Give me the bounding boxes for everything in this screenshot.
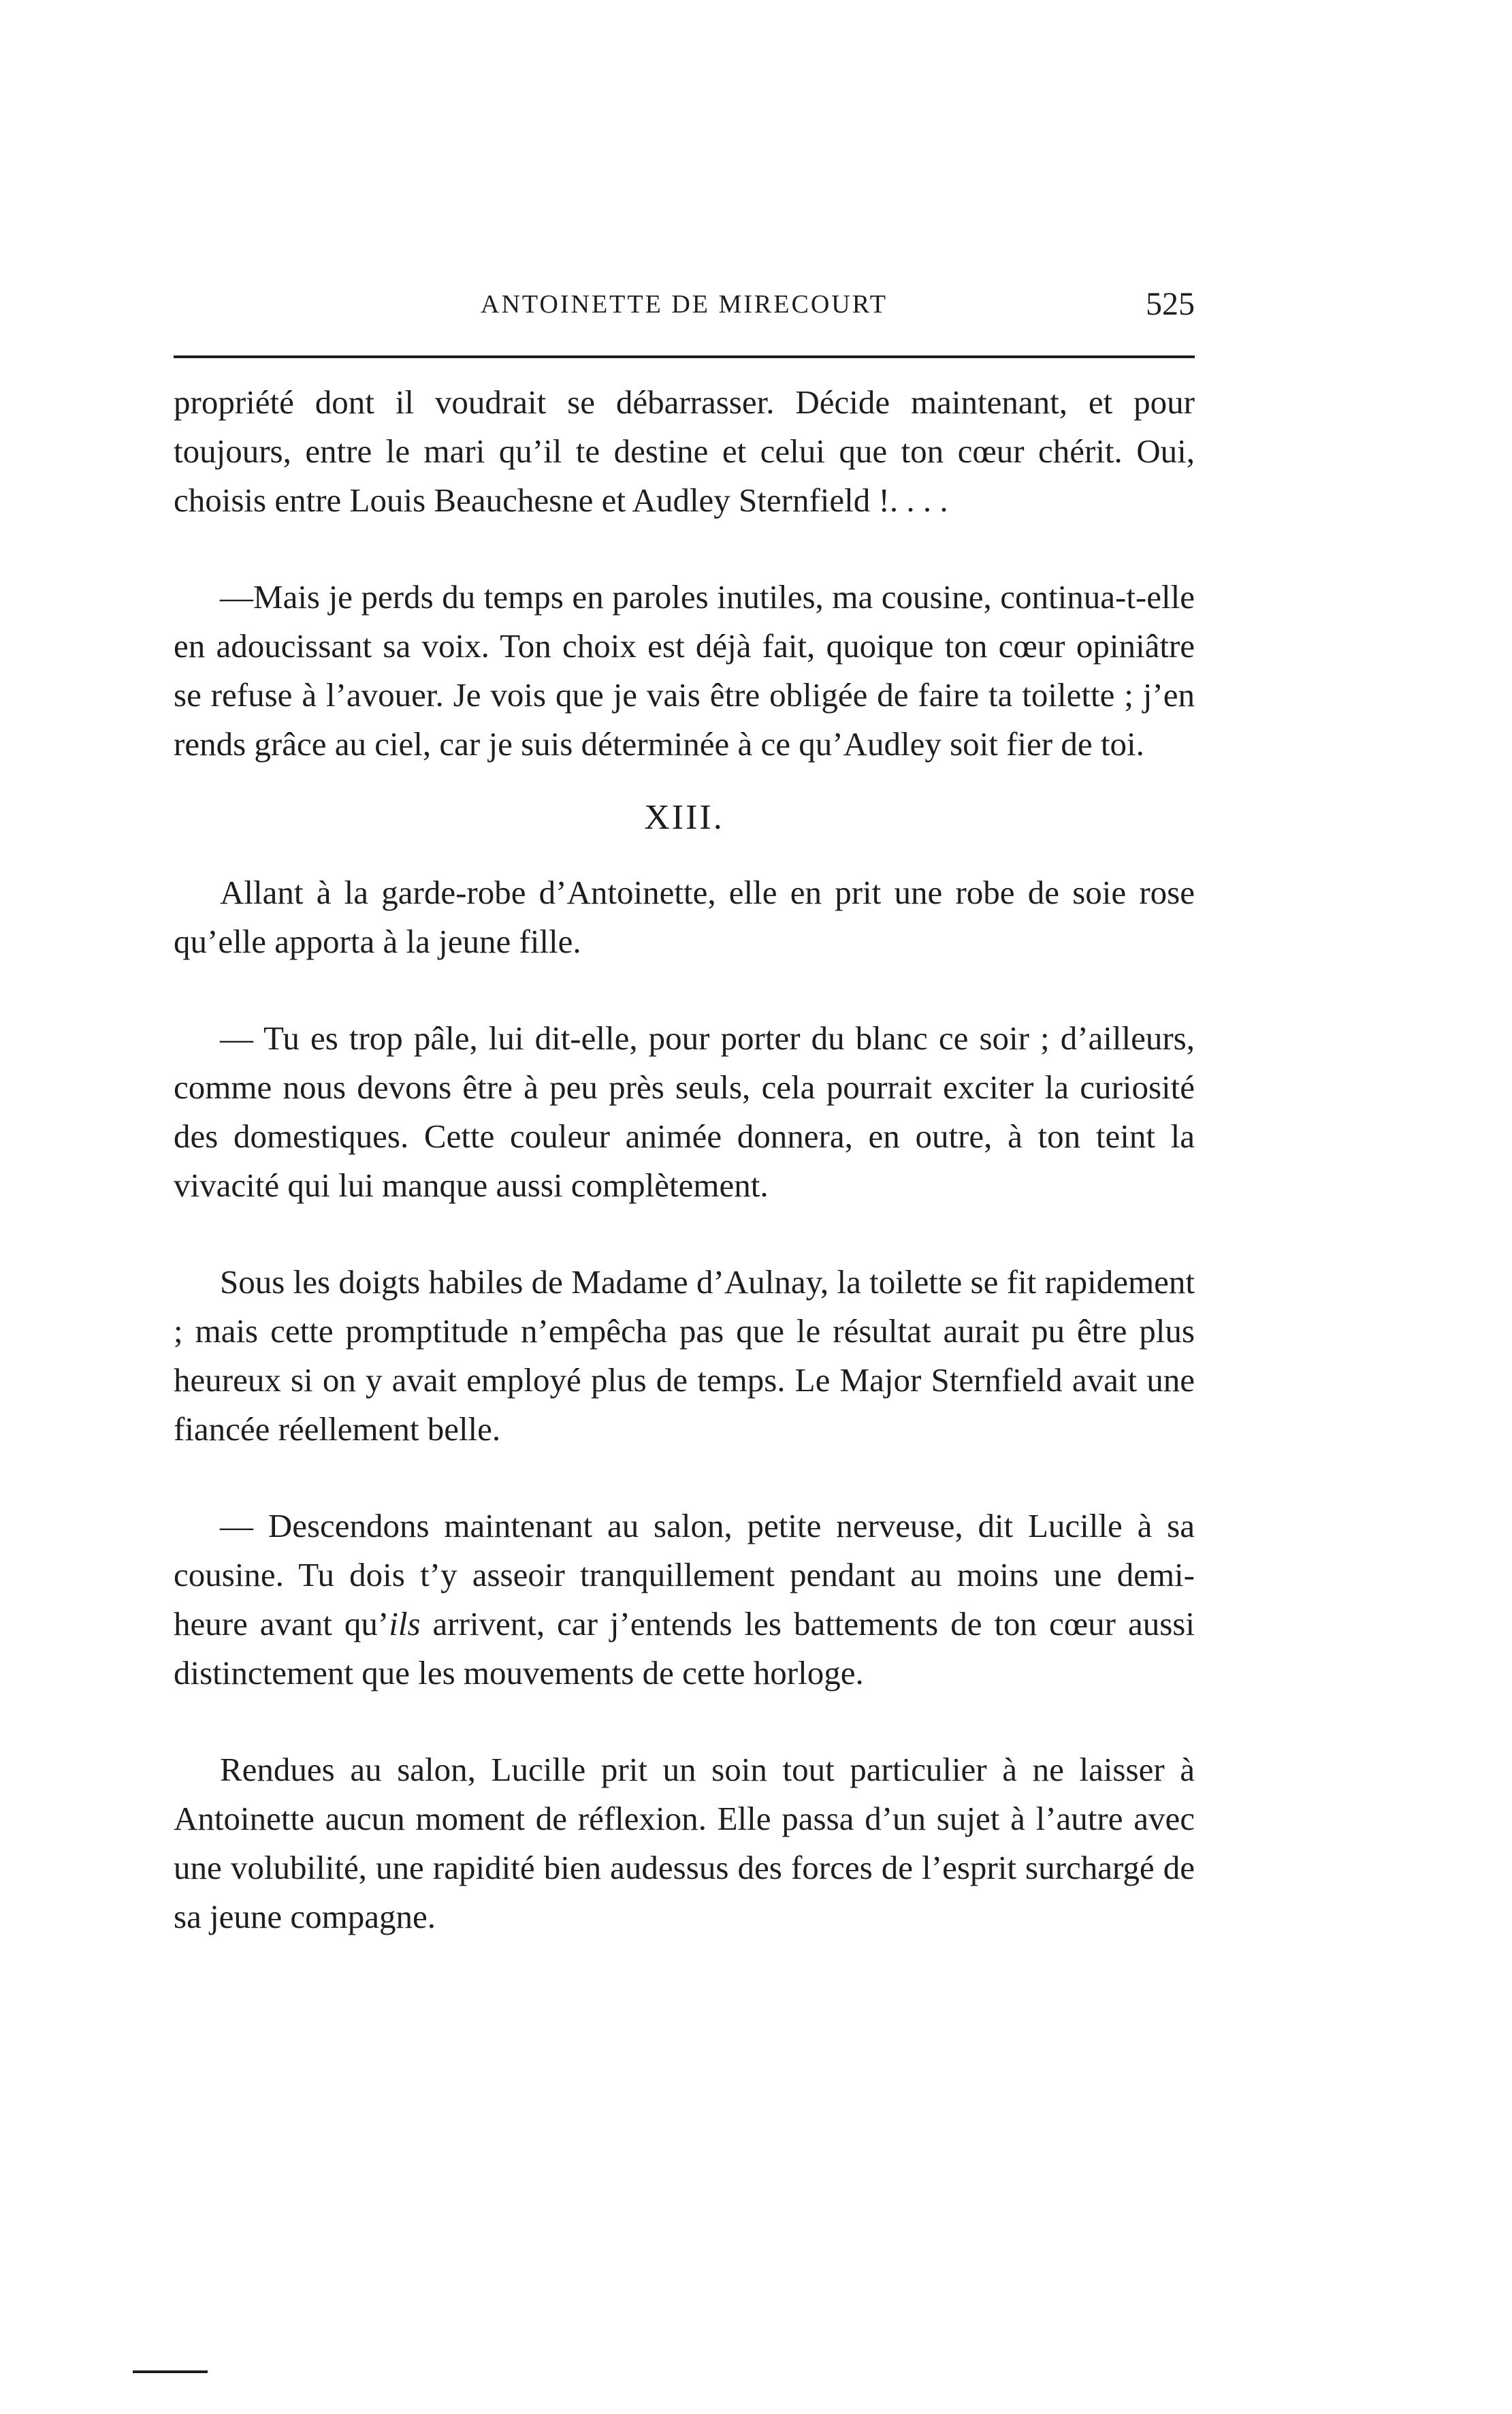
footer-rule bbox=[133, 2370, 208, 2373]
running-head bbox=[174, 281, 1195, 328]
paragraph-5: Sous les doigts habiles de Madame d’Aulnay, la toilette se fit rapidement ; mais cette promptitude n’empêcha pas que le résultat aurait pu être plus heureux si on y avait employé plus de temps. Le Major Sternfield avait une fiancée réellement belle. bbox=[174, 1263, 1195, 1448]
running-title: ANTOINETTE DE MIRECOURT bbox=[481, 290, 888, 319]
paragraph-6 bbox=[174, 1502, 1195, 1698]
italic-word: ils bbox=[389, 1605, 421, 1642]
paragraph-1: propriété dont il voudrait se débarrasser. Décide maintenant, et pour toujours, entre le mari qu’il te destine et celui que ton cœur chérit. Oui, choisis entre Louis Beauchesne et Audley Sternfield !. . . . bbox=[174, 383, 1195, 519]
header-rule bbox=[174, 355, 1195, 358]
paragraph-3: Allant à la garde-robe d’Antoinette, elle en prit une robe de soie rose qu’elle apporta à la jeune fille. bbox=[174, 874, 1195, 960]
paragraph-6-start: — Descendons maintenant au salon, petite nerveuse, dit Lucille à sa cousine. Tu dois t’y asseoir tranquillement pendant au moins une demi-heure avant qu’ bbox=[174, 1507, 1195, 1642]
paragraph-7: Rendues au salon, Lucille prit un soin tout particulier à ne laisser à Antoinette aucun moment de réflexion. Elle passa d’un sujet à l’autre avec une volubilité, une rapidité bien audessus des forces de l’esprit surchargé de sa jeune compagne. bbox=[174, 1751, 1195, 1935]
section-heading: XIII. bbox=[644, 798, 724, 837]
paragraph-6-end: arrivent, car j’entends les battements de ton cœur aussi distinctement que les mouvements de cette horloge. bbox=[174, 1605, 1195, 1692]
body-text bbox=[174, 378, 1195, 1941]
page-number: 525 bbox=[1146, 286, 1195, 322]
paragraph-4: — Tu es trop pâle, lui dit-elle, pour porter du blanc ce soir ; d’ailleurs, comme nous devons être à peu près seuls, cela pourrait exciter la curiosité des domestiques. Cette couleur animée donnera, en outre, à ton teint la vivacité qui lui manque aussi complètement. bbox=[174, 1019, 1195, 1204]
paragraph-2: —Mais je perds du temps en paroles inutiles, ma cousine, continua-t-elle en adoucissant sa voix. Ton choix est déjà fait, quoique ton cœur opiniâtre se refuse à l’avouer. Je vois que je vais être obligée de faire ta toilette ; j’en rends grâce au ciel, car je suis déterminée à ce qu’Audley soit fier de toi. bbox=[174, 578, 1195, 763]
